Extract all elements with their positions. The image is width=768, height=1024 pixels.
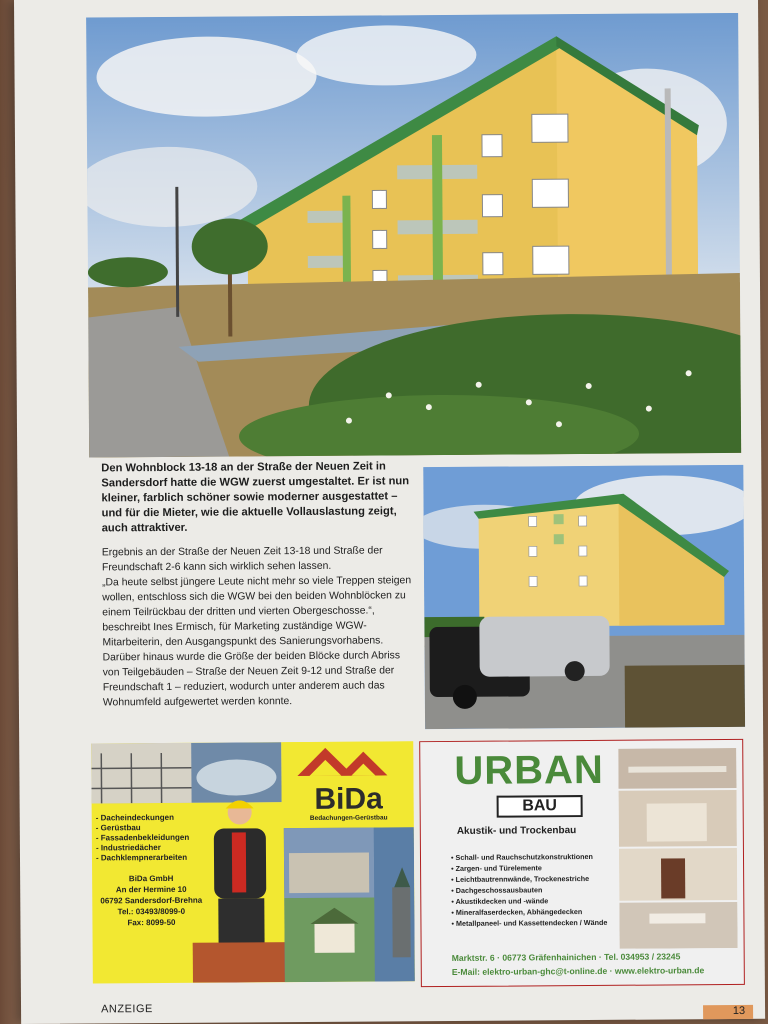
bida-city: 06792 Sandersdorf-Brehna: [100, 895, 203, 906]
bida-services-list: [96, 813, 190, 864]
bida-service-item: - Dacheindeckungen: [95, 812, 174, 823]
ad-urban-bau[interactable]: [419, 739, 745, 987]
article-paragraph-3: Darüber hinaus wurde die Größe der beiden Blöcke durch Abriss von Teilgebäuden – Straße der Neuen Zeit 9-12 und Straße der Freundschaft 1 – reduziert, wodurch unter anderem auch das Wohnumfeld aufgewertet werden konnte.: [102, 650, 401, 709]
collage-illustration: [284, 827, 415, 982]
bida-service-item: - Industriedächer: [95, 842, 161, 853]
article-body: [102, 543, 418, 710]
bida-photo-collage: [284, 827, 415, 982]
ad-bida[interactable]: [91, 741, 415, 983]
footer-ad-label: ANZEIGE: [101, 1003, 153, 1016]
interior-photos-illustration: [618, 748, 737, 949]
urban-service-item: • Mineralfaserdecken, Abhängedecken: [451, 906, 607, 918]
bida-service-item: - Fassadenbekleidungen: [95, 832, 190, 843]
urban-contact[interactable]: E-Mail: elektro-urban-ghc@t-online.de · www.elektro-urban.de: [451, 965, 705, 977]
bida-service-item: - Gerüstbau: [95, 823, 141, 833]
urban-service-item: • Metallpaneel- und Kassettendecken / Wände: [451, 917, 607, 929]
bida-tagline: Bedachungen-Gerüstbau: [309, 814, 388, 822]
secondary-photo-illustration: [423, 465, 745, 729]
bida-street: An der Hermine 10: [115, 884, 187, 895]
bida-roof-icon: [283, 741, 413, 782]
article-paragraph-2: „Da heute selbst jüngere Leute nicht mehr so viele Treppen steigen wollen, entschloss sich die WGW bei den beiden Wohnblöcken zu einem Teilrückbau der dritten und vierten Obergeschosse.“, beschreibt Ines Ermisch, für Marketing zuständige WGW-Mitarbeiterin, den Ausgangspunkt des Sanierungsvorhabens.: [102, 575, 412, 649]
bida-service-item: - Dachklempnerarbeiten: [95, 852, 188, 863]
bida-fax: Fax: 8099-50: [127, 917, 176, 928]
bida-worker-illustration: [192, 792, 293, 983]
main-photo-illustration: [86, 13, 741, 458]
urban-service-item: • Leichtbautrennwände, Trockenestriche: [451, 873, 607, 885]
bida-contact-block: [96, 873, 206, 929]
urban-photo-column: [618, 748, 737, 949]
urban-service-item: • Akustikdecken und -wände: [451, 895, 607, 907]
urban-sub: BAU: [497, 795, 583, 818]
urban-address: Marktstr. 6 · 06773 Gräfenhainichen · Tel. 034953 / 23245: [451, 951, 681, 963]
urban-brand: URBAN: [454, 747, 604, 793]
bida-phone: Tel.: 03493/8099-0: [117, 906, 186, 917]
article-paragraph-1: Ergebnis an der Straße der Neuen Zeit 13-18 und Straße der Freundschaft 2-6 kann sich wirklich sehen lassen.: [101, 545, 383, 574]
secondary-photo-building-parking: [423, 465, 745, 729]
bida-logo-box: [283, 741, 414, 828]
page-number: 13: [703, 1005, 753, 1019]
urban-service-item: • Zargen- und Türelemente: [451, 862, 607, 874]
photo-caption: Den Wohnblock 13-18 an der Straße der Neuen Zeit in Sandersdorf hatte die WGW zuerst umgestaltet. Er ist nun kleiner, farblich schöner sowie moderner ausgestattet – und für die Mieter, wie die aktuelle Vollauslastung zeigt, auch attraktiver.: [101, 460, 410, 535]
main-photo-apartment-block: [86, 13, 741, 458]
bida-brand: BiDa: [314, 782, 383, 816]
magazine-page: [14, 0, 765, 1024]
urban-service-item: • Schall- und Rauchschutzkonstruktionen: [451, 851, 607, 863]
urban-tagline: Akustik- und Trockenbau: [456, 825, 577, 837]
urban-service-item: • Dachgeschossausbauten: [451, 884, 607, 896]
urban-services-list: [451, 851, 607, 929]
bida-company: BiDa GmbH: [128, 873, 174, 884]
